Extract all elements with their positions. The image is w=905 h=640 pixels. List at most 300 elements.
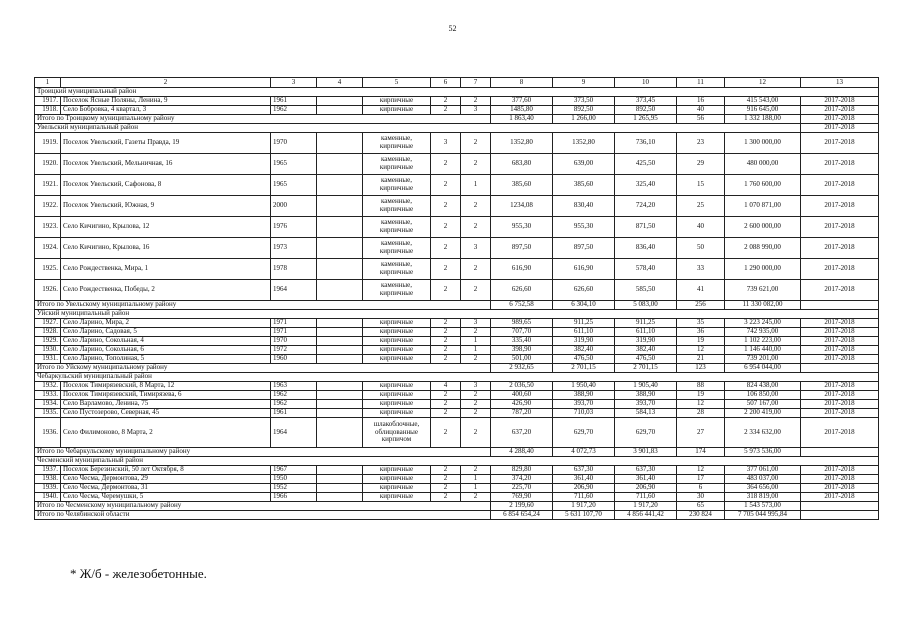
address-cell: Село Бобровка, 4 квартал, 3 xyxy=(61,106,271,115)
table-cell: 325,40 xyxy=(615,175,677,196)
table-cell: 2017-2018 xyxy=(801,133,879,154)
table-cell: 19 xyxy=(677,391,725,400)
table-cell: 1967 xyxy=(271,466,317,475)
table-cell: 2017-2018 xyxy=(801,238,879,259)
table-cell: 476,50 xyxy=(553,355,615,364)
section-title: Чесменский муниципальный район xyxy=(35,457,879,466)
table-cell: 4 xyxy=(431,382,461,391)
table-cell xyxy=(317,319,363,328)
row-number: 1933. xyxy=(35,391,61,400)
table-row xyxy=(35,280,879,301)
table-cell: 787,20 xyxy=(491,409,553,418)
table-cell: 769,90 xyxy=(491,493,553,502)
table-cell: 23 xyxy=(677,133,725,154)
column-header: 13 xyxy=(801,78,879,88)
table-cell: 415 543,00 xyxy=(725,97,801,106)
table-cell: 626,60 xyxy=(553,280,615,301)
table-body xyxy=(35,78,879,520)
column-header: 9 xyxy=(553,78,615,88)
table-cell: 3 901,83 xyxy=(615,448,677,457)
table-row xyxy=(35,217,879,238)
table-cell: 637,20 xyxy=(491,418,553,448)
total-row xyxy=(35,448,879,457)
address-cell: Село Чесма, Дермонтова, 31 xyxy=(61,484,271,493)
table-cell: 3 xyxy=(461,319,491,328)
table-cell xyxy=(317,493,363,502)
table-cell: 2017-2018 xyxy=(801,328,879,337)
table-cell xyxy=(317,238,363,259)
table-row xyxy=(35,106,879,115)
table-cell xyxy=(317,382,363,391)
table-cell: 2 xyxy=(461,493,491,502)
column-header: 2 xyxy=(61,78,271,88)
table-cell: 2 200 419,00 xyxy=(725,409,801,418)
table-cell: 2 xyxy=(461,328,491,337)
table-cell: 501,00 xyxy=(491,355,553,364)
table-cell xyxy=(317,466,363,475)
table-cell: 1 863,40 xyxy=(491,115,553,124)
table-cell: 17 xyxy=(677,475,725,484)
table-cell: 206,90 xyxy=(615,484,677,493)
table-cell: 123 xyxy=(677,364,725,373)
row-number: 1922. xyxy=(35,196,61,217)
table-cell: 2 xyxy=(431,97,461,106)
section-title: Увельский муниципальный район xyxy=(35,124,801,133)
table-cell: 374,20 xyxy=(491,475,553,484)
table-cell: 6 752,58 xyxy=(491,301,553,310)
table-cell: 385,60 xyxy=(553,175,615,196)
table-cell xyxy=(317,346,363,355)
row-number: 1932. xyxy=(35,382,61,391)
table-cell: кирпичные xyxy=(363,355,431,364)
table-cell: 377 061,00 xyxy=(725,466,801,475)
table-cell: 724,20 xyxy=(615,196,677,217)
address-cell: Поселок Березинский, 50 лет Октября, 8 xyxy=(61,466,271,475)
table-cell: 611,10 xyxy=(553,328,615,337)
table-cell: 2 xyxy=(431,475,461,484)
table-cell: 318 819,00 xyxy=(725,493,801,502)
table-cell: 2 334 632,00 xyxy=(725,418,801,448)
table-cell xyxy=(317,280,363,301)
table-cell: 393,70 xyxy=(553,400,615,409)
address-cell: Село Пустозерово, Северная, 45 xyxy=(61,409,271,418)
table-cell: 388,90 xyxy=(553,391,615,400)
table-cell: 2017-2018 xyxy=(801,196,879,217)
table-cell: 616,90 xyxy=(491,259,553,280)
table-cell: 2017-2018 xyxy=(801,97,879,106)
table-cell: 1963 xyxy=(271,382,317,391)
row-number: 1939. xyxy=(35,484,61,493)
table-cell: 1965 xyxy=(271,175,317,196)
address-cell: Село Ларино, Мира, 2 xyxy=(61,319,271,328)
table-cell: 1 760 600,00 xyxy=(725,175,801,196)
row-number: 1927. xyxy=(35,319,61,328)
table-cell: 2017-2018 xyxy=(801,391,879,400)
table-cell: 1964 xyxy=(271,280,317,301)
table-row xyxy=(35,355,879,364)
table-cell: 2 xyxy=(461,217,491,238)
table-cell: 2017-2018 xyxy=(801,319,879,328)
table-cell xyxy=(317,133,363,154)
section-title: Троицкий муниципальный район xyxy=(35,88,879,97)
row-number: 1918. xyxy=(35,106,61,115)
table-cell: 2017-2018 xyxy=(801,355,879,364)
column-header: 8 xyxy=(491,78,553,88)
table-cell: 1 266,00 xyxy=(553,115,615,124)
table-cell xyxy=(801,364,879,373)
table-cell: 373,50 xyxy=(553,97,615,106)
total-row xyxy=(35,364,879,373)
table-cell: 5 631 107,70 xyxy=(553,511,615,520)
table-cell: 736,10 xyxy=(615,133,677,154)
table-row xyxy=(35,196,879,217)
table-cell: 361,40 xyxy=(615,475,677,484)
row-number: 1938. xyxy=(35,475,61,484)
table-row xyxy=(35,382,879,391)
table-cell xyxy=(317,391,363,400)
column-header: 5 xyxy=(363,78,431,88)
table-cell xyxy=(317,355,363,364)
table-cell: 56 xyxy=(677,115,725,124)
table-cell: 5 973 536,00 xyxy=(725,448,801,457)
table-cell: кирпичные xyxy=(363,97,431,106)
table-cell: 2 xyxy=(431,106,461,115)
table-row xyxy=(35,418,879,448)
table-cell: 425,50 xyxy=(615,154,677,175)
address-cell: Село Ларино, Сокольная, 6 xyxy=(61,346,271,355)
table-cell: кирпичные xyxy=(363,319,431,328)
table-cell: 29 xyxy=(677,154,725,175)
table-cell: 707,70 xyxy=(491,328,553,337)
table-cell: 2017-2018 xyxy=(801,466,879,475)
table-cell: кирпичные xyxy=(363,493,431,502)
table-cell: 2 xyxy=(431,466,461,475)
table-cell: 2 xyxy=(431,196,461,217)
grand-total-row xyxy=(35,511,879,520)
table-cell xyxy=(317,217,363,238)
table-cell: 27 xyxy=(677,418,725,448)
table-cell: 1352,80 xyxy=(553,133,615,154)
table-cell: кирпичные xyxy=(363,466,431,475)
table-cell: 400,60 xyxy=(491,391,553,400)
table-cell: кирпичные xyxy=(363,400,431,409)
table-cell xyxy=(317,154,363,175)
table-cell xyxy=(801,448,879,457)
table-cell: 1 146 440,00 xyxy=(725,346,801,355)
table-cell: 892,50 xyxy=(615,106,677,115)
table-row xyxy=(35,259,879,280)
table-row xyxy=(35,475,879,484)
table-row xyxy=(35,97,879,106)
address-cell: Поселок Увельский, Газеты Правда, 19 xyxy=(61,133,271,154)
table-cell: 388,90 xyxy=(615,391,677,400)
column-header: 4 xyxy=(317,78,363,88)
table-cell: 106 850,00 xyxy=(725,391,801,400)
table-row xyxy=(35,391,879,400)
table-cell: 1 xyxy=(461,475,491,484)
table-cell: 230 824 xyxy=(677,511,725,520)
table-cell: 1 xyxy=(461,484,491,493)
table-cell: 2 xyxy=(431,175,461,196)
table-cell: 2 xyxy=(431,391,461,400)
table-cell: 3 xyxy=(431,133,461,154)
table-cell: 361,40 xyxy=(553,475,615,484)
table-cell: 2 036,50 xyxy=(491,382,553,391)
table-cell: 1 332 188,00 xyxy=(725,115,801,124)
table-cell: 2017-2018 xyxy=(801,400,879,409)
row-number: 1923. xyxy=(35,217,61,238)
table-cell: 2017-2018 xyxy=(801,409,879,418)
address-cell: Поселок Увельский, Мельничная, 16 xyxy=(61,154,271,175)
table-cell: 1 290 000,00 xyxy=(725,259,801,280)
table-cell: 476,50 xyxy=(615,355,677,364)
row-number: 1931. xyxy=(35,355,61,364)
address-cell: Поселок Увельский, Сафонова, 8 xyxy=(61,175,271,196)
table-cell: 4 856 441,42 xyxy=(615,511,677,520)
table-cell: 65 xyxy=(677,502,725,511)
table-cell: кирпичные xyxy=(363,328,431,337)
address-cell: Село Кичигино, Крылова, 16 xyxy=(61,238,271,259)
table-cell: 6 xyxy=(677,484,725,493)
address-cell: Село Ларино, Садовая, 5 xyxy=(61,328,271,337)
table-cell: 1 102 223,00 xyxy=(725,337,801,346)
table-cell: каменные, кирпичные xyxy=(363,217,431,238)
table-cell: 711,60 xyxy=(553,493,615,502)
column-header: 6 xyxy=(431,78,461,88)
row-number: 1934. xyxy=(35,400,61,409)
table-cell: 2000 xyxy=(271,196,317,217)
address-cell: Село Чесма, Черемушки, 5 xyxy=(61,493,271,502)
header-row xyxy=(35,78,879,88)
total-label: Итого по Уйскому муниципальному району xyxy=(35,364,491,373)
table-row xyxy=(35,175,879,196)
table-cell: каменные, кирпичные xyxy=(363,196,431,217)
table-cell: 480 000,00 xyxy=(725,154,801,175)
table-cell: 637,30 xyxy=(615,466,677,475)
table-cell: 824 438,00 xyxy=(725,382,801,391)
table-row xyxy=(35,238,879,259)
table-cell: 206,90 xyxy=(553,484,615,493)
table-cell: кирпичные xyxy=(363,391,431,400)
table-cell: 2 xyxy=(431,355,461,364)
table-cell: 335,40 xyxy=(491,337,553,346)
table-cell: 2 701,15 xyxy=(553,364,615,373)
table-cell: 2 xyxy=(431,409,461,418)
table-cell: 6 954 044,00 xyxy=(725,364,801,373)
table-cell: 7 705 044 995,84 xyxy=(725,511,801,520)
table-cell xyxy=(317,175,363,196)
table-cell: 2 xyxy=(461,466,491,475)
table-cell: 2017-2018 xyxy=(801,124,879,133)
table-cell: 33 xyxy=(677,259,725,280)
table-cell: 916 645,00 xyxy=(725,106,801,115)
table-cell xyxy=(317,409,363,418)
table-cell: кирпичные xyxy=(363,409,431,418)
table-cell: 1971 xyxy=(271,319,317,328)
table-cell: 50 xyxy=(677,238,725,259)
table-cell: каменные, кирпичные xyxy=(363,280,431,301)
row-number: 1925. xyxy=(35,259,61,280)
table-cell: 1961 xyxy=(271,97,317,106)
table-cell: 2 xyxy=(431,217,461,238)
table-cell: 16 xyxy=(677,97,725,106)
column-header: 11 xyxy=(677,78,725,88)
table-cell: 21 xyxy=(677,355,725,364)
address-cell: Поселок Тимирязевский, 8 Марта, 12 xyxy=(61,382,271,391)
table-cell: 897,50 xyxy=(491,238,553,259)
total-label: Итого по Увельскому муниципальному району xyxy=(35,301,491,310)
table-cell: 2 xyxy=(431,493,461,502)
total-label: Итого по Чебаркульскому муниципальному району xyxy=(35,448,491,457)
table-cell: 28 xyxy=(677,409,725,418)
table-cell: 507 167,00 xyxy=(725,400,801,409)
table-cell: 1961 xyxy=(271,409,317,418)
table-cell xyxy=(317,328,363,337)
table-cell: 1 543 573,00 xyxy=(725,502,801,511)
table-cell: 2017-2018 xyxy=(801,346,879,355)
table-row xyxy=(35,493,879,502)
table-cell: 3 223 245,00 xyxy=(725,319,801,328)
table-cell: 1971 xyxy=(271,328,317,337)
table-cell: 40 xyxy=(677,217,725,238)
table-cell: 1 917,20 xyxy=(615,502,677,511)
table-cell: 393,70 xyxy=(615,400,677,409)
table-cell: 2 xyxy=(461,355,491,364)
table-cell: 2017-2018 xyxy=(801,115,879,124)
row-number: 1928. xyxy=(35,328,61,337)
table-cell: 1 300 000,00 xyxy=(725,133,801,154)
table-cell: 3 xyxy=(461,106,491,115)
column-header: 12 xyxy=(725,78,801,88)
section-title: Уйский муниципальный район xyxy=(35,310,879,319)
table-cell: 2017-2018 xyxy=(801,175,879,196)
table-cell: 19 xyxy=(677,337,725,346)
table-cell: 2 xyxy=(461,97,491,106)
housing-table xyxy=(34,77,879,520)
row-number: 1920. xyxy=(35,154,61,175)
table-cell: 2 xyxy=(461,196,491,217)
table-cell: 626,60 xyxy=(491,280,553,301)
table-cell xyxy=(801,502,879,511)
table-row xyxy=(35,346,879,355)
row-number: 1924. xyxy=(35,238,61,259)
table-cell: 1970 xyxy=(271,133,317,154)
table-cell: 2 xyxy=(461,400,491,409)
table-cell: 2017-2018 xyxy=(801,382,879,391)
table-cell: 1965 xyxy=(271,154,317,175)
table-cell: 6 854 654,24 xyxy=(491,511,553,520)
table-cell: 1970 xyxy=(271,337,317,346)
table-cell xyxy=(317,475,363,484)
table-cell: 955,30 xyxy=(491,217,553,238)
table-cell: 1976 xyxy=(271,217,317,238)
column-header: 1 xyxy=(35,78,61,88)
table-cell: 742 935,00 xyxy=(725,328,801,337)
row-number: 1930. xyxy=(35,346,61,355)
table-cell: 5 083,00 xyxy=(615,301,677,310)
table-cell: 1 917,20 xyxy=(553,502,615,511)
table-cell: 2 xyxy=(431,328,461,337)
table-cell: каменные, кирпичные xyxy=(363,259,431,280)
total-row xyxy=(35,115,879,124)
address-cell: Село Рождественка, Победы, 2 xyxy=(61,280,271,301)
table-cell: 1972 xyxy=(271,346,317,355)
table-cell xyxy=(801,301,879,310)
table-cell xyxy=(317,259,363,280)
table-cell: 1978 xyxy=(271,259,317,280)
table-cell xyxy=(317,97,363,106)
table-cell: 1964 xyxy=(271,418,317,448)
table-row xyxy=(35,409,879,418)
table-cell: 830,40 xyxy=(553,196,615,217)
row-number: 1929. xyxy=(35,337,61,346)
row-number: 1935. xyxy=(35,409,61,418)
table-cell: 377,60 xyxy=(491,97,553,106)
table-cell: 6 304,10 xyxy=(553,301,615,310)
table-cell: 1973 xyxy=(271,238,317,259)
table-cell: каменные, кирпичные xyxy=(363,154,431,175)
table-cell: кирпичные xyxy=(363,346,431,355)
table-cell: 1962 xyxy=(271,400,317,409)
table-cell: 1962 xyxy=(271,391,317,400)
table-cell: 829,80 xyxy=(491,466,553,475)
total-row xyxy=(35,502,879,511)
address-cell: Село Варламово, Ленина, 75 xyxy=(61,400,271,409)
table-cell: 483 037,00 xyxy=(725,475,801,484)
table-cell: 2 xyxy=(431,280,461,301)
table-cell: 2 701,15 xyxy=(615,364,677,373)
table-cell: 2 xyxy=(431,484,461,493)
row-number: 1926. xyxy=(35,280,61,301)
row-number: 1921. xyxy=(35,175,61,196)
table-cell: 2017-2018 xyxy=(801,106,879,115)
table-cell: 1352,80 xyxy=(491,133,553,154)
table-cell: 2017-2018 xyxy=(801,154,879,175)
table-cell: 911,25 xyxy=(553,319,615,328)
table-cell: 710,03 xyxy=(553,409,615,418)
table-cell: 40 xyxy=(677,106,725,115)
table-cell: 1234,08 xyxy=(491,196,553,217)
table-cell: 955,30 xyxy=(553,217,615,238)
table-cell: 2 xyxy=(431,154,461,175)
table-cell: 2 199,60 xyxy=(491,502,553,511)
address-cell: Село Кичигино, Крылова, 12 xyxy=(61,217,271,238)
table-cell: 319,90 xyxy=(553,337,615,346)
table-cell: 25 xyxy=(677,196,725,217)
table-cell: 989,65 xyxy=(491,319,553,328)
table-cell: 426,90 xyxy=(491,400,553,409)
table-cell: 382,40 xyxy=(615,346,677,355)
section-title: Чебаркульский муниципальный район xyxy=(35,373,879,382)
table-cell: 398,90 xyxy=(491,346,553,355)
table-cell: 2 xyxy=(431,337,461,346)
table-cell: 1960 xyxy=(271,355,317,364)
section-title-row xyxy=(35,310,879,319)
table-cell: 3 xyxy=(461,238,491,259)
table-cell: 15 xyxy=(677,175,725,196)
table-cell: 4 288,40 xyxy=(491,448,553,457)
table-cell: 897,50 xyxy=(553,238,615,259)
section-title-row xyxy=(35,457,879,466)
table-cell: 639,00 xyxy=(553,154,615,175)
table-cell: 2017-2018 xyxy=(801,418,879,448)
table-cell: кирпичные xyxy=(363,337,431,346)
table-cell: 2 xyxy=(431,400,461,409)
table-cell: 30 xyxy=(677,493,725,502)
table-cell: кирпичные xyxy=(363,475,431,484)
table-cell: 739 201,00 xyxy=(725,355,801,364)
table-cell: 1 265,95 xyxy=(615,115,677,124)
